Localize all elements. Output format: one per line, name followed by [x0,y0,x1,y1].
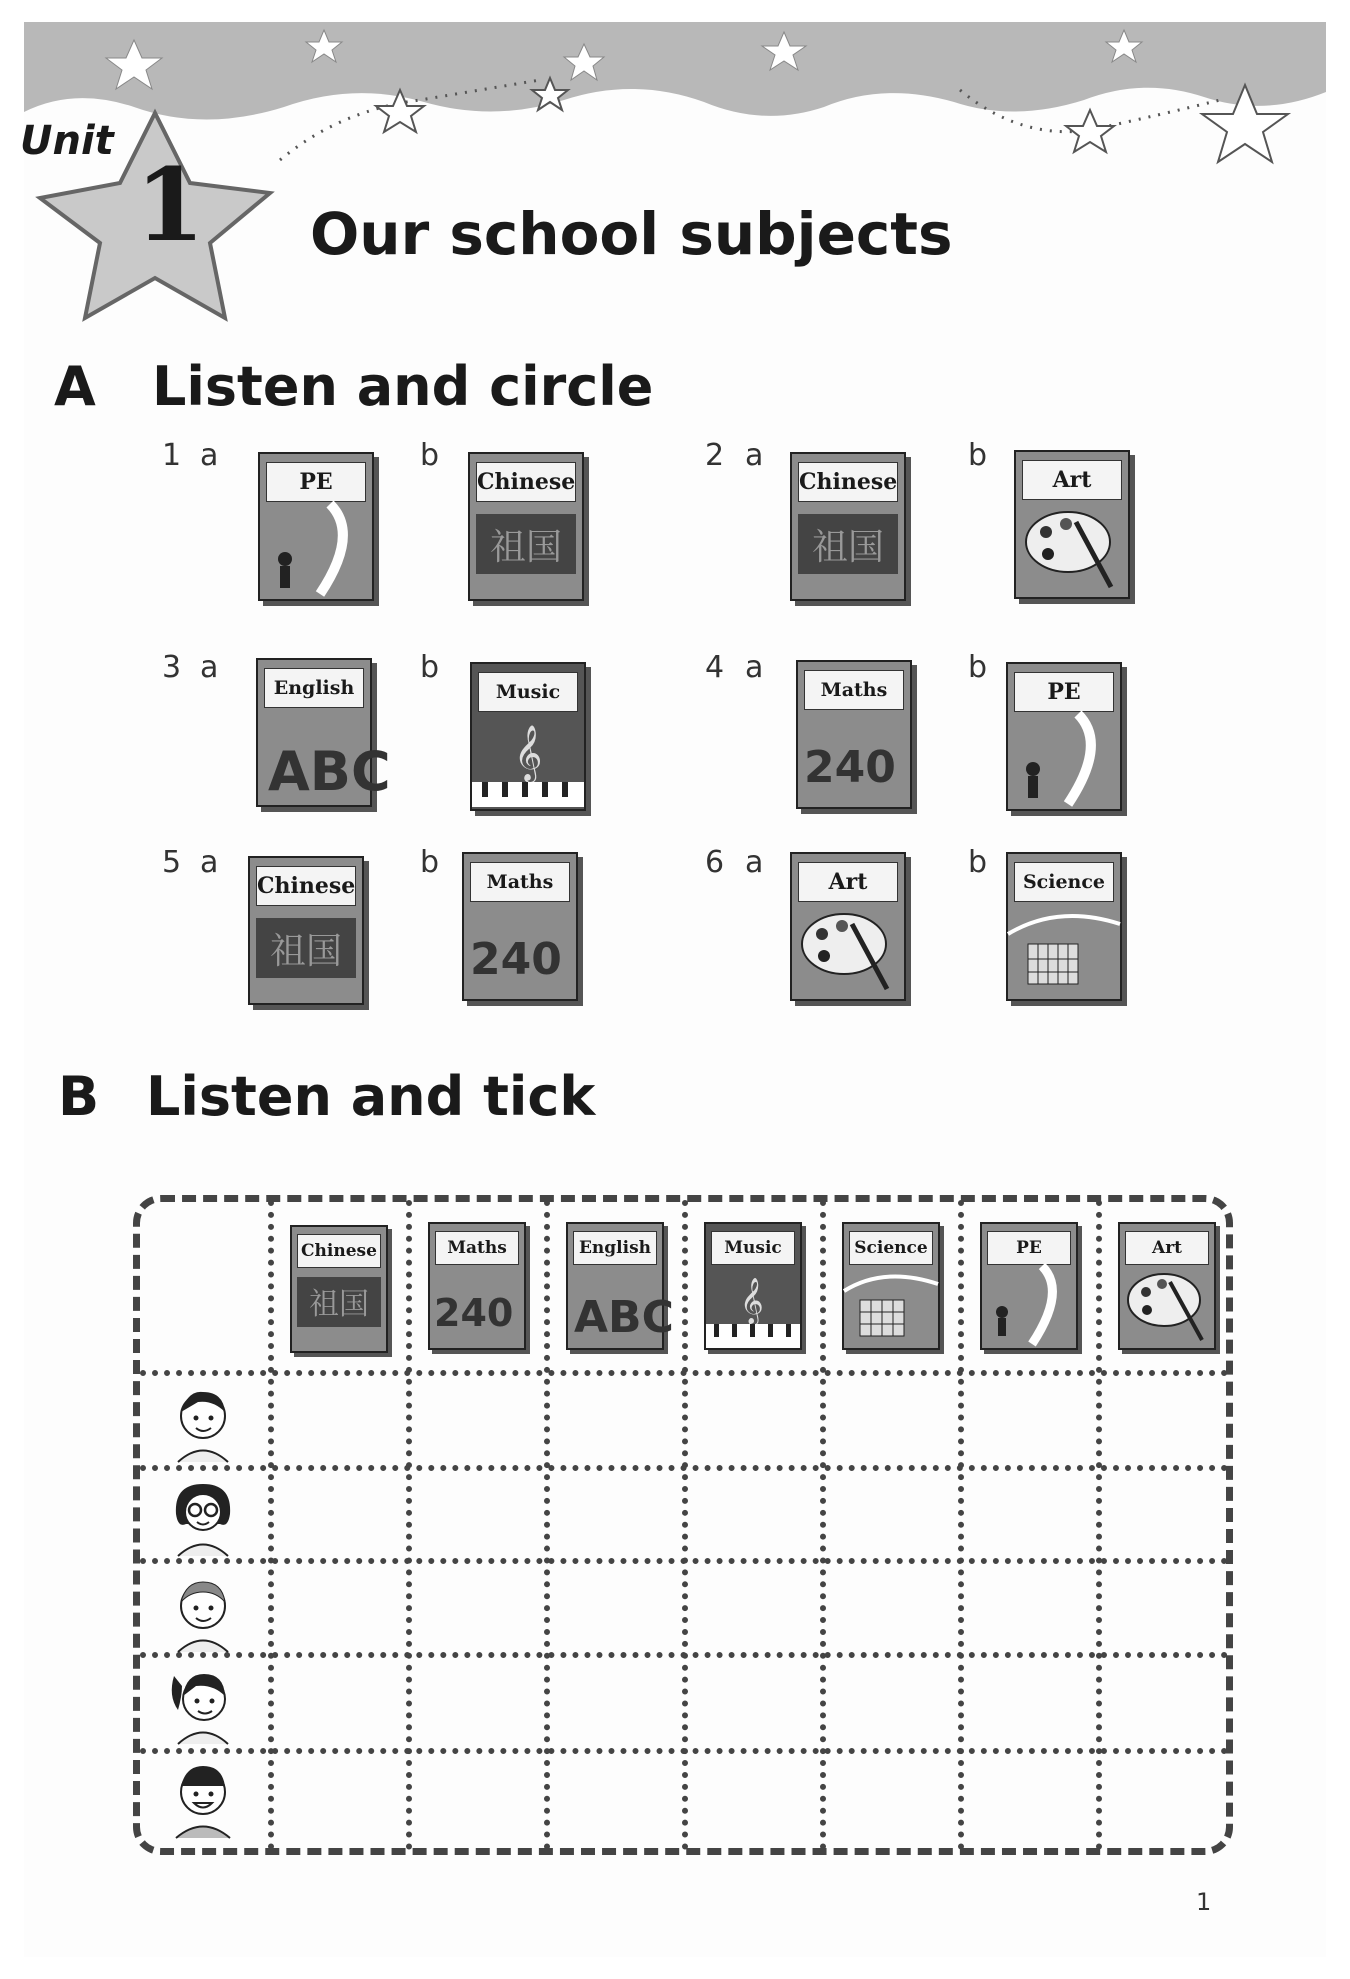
col-maths [428,1222,526,1350]
book-5a-chinese[interactable] [248,856,364,1005]
book-label: Chinese [798,462,898,502]
col-art [1118,1222,1216,1350]
col-pe [980,1222,1078,1350]
book-label: Music [711,1231,795,1265]
book-label: Maths [470,862,570,902]
page-number: 1 [1196,1888,1212,1916]
question-number-5: 5 [162,845,182,880]
unit-label: Unit [20,118,114,164]
girl-glasses-face-icon [168,1478,238,1556]
book-1a-pe[interactable] [258,452,374,601]
book-label: Maths [435,1231,519,1265]
chinese-icon [250,908,362,1003]
option-6b-letter: b [968,845,988,880]
option-2a-letter: a [745,438,764,473]
palette-icon [1120,1266,1214,1348]
book-4a-maths[interactable] [796,660,912,809]
svg-text:240: 240 [434,1291,514,1335]
numbers-icon [798,712,910,807]
book-label: English [264,668,364,708]
pe-icon [982,1266,1076,1348]
svg-text:𝄞: 𝄞 [514,725,543,781]
chinese-icon [470,504,582,599]
chinese-icon [792,504,904,599]
palette-icon [1016,502,1128,597]
boy-face-icon [168,1384,238,1462]
grid-line [140,1652,1228,1658]
col-music [704,1222,802,1350]
pe-icon [1008,714,1120,809]
numbers-icon [430,1266,524,1348]
option-5a-letter: a [200,845,219,880]
grid-line [140,1370,1228,1376]
book-label: English [573,1231,657,1265]
svg-text:240: 240 [470,934,562,985]
chinese-characters: 祖国 [811,527,885,568]
music-note-icon [706,1266,800,1348]
option-2b-letter: b [968,438,988,473]
decorative-stars [260,70,1320,200]
abc-icon [258,710,391,805]
question-number-1: 1 [162,438,182,473]
question-number-3: 3 [162,650,182,685]
book-label: Art [1022,460,1122,500]
option-6a-letter: a [745,845,764,880]
book-label: Art [1125,1231,1209,1265]
section-b-title: Listen and tick [146,1065,596,1128]
book-label: Chinese [256,866,356,906]
chinese-characters: 祖国 [269,931,343,972]
section-a-title: Listen and circle [152,355,654,418]
section-a-letter: A [54,355,96,418]
palette-icon [792,904,904,999]
question-number-6: 6 [705,845,725,880]
book-5b-maths[interactable] [462,852,578,1001]
svg-text:ABC: ABC [268,740,391,803]
option-4b-letter: b [968,650,988,685]
book-label: PE [266,462,366,502]
grid-line [140,1748,1228,1754]
page-title: Our school subjects [310,200,953,268]
book-label: PE [1014,672,1114,712]
question-number-2: 2 [705,438,725,473]
music-note-icon [472,714,584,809]
book-label: Maths [804,670,904,710]
book-3b-music[interactable] [470,662,586,811]
svg-text:240: 240 [804,742,896,793]
book-2a-chinese[interactable] [790,452,906,601]
book-label: Science [1014,862,1114,902]
boy-face-icon [168,1574,238,1652]
book-label: Chinese [476,462,576,502]
option-1a-letter: a [200,438,219,473]
option-3b-letter: b [420,650,440,685]
option-1b-letter: b [420,438,440,473]
girl-ponytail-face-icon [168,1666,238,1744]
svg-text:𝄞: 𝄞 [740,1278,764,1324]
book-4b-pe[interactable] [1006,662,1122,811]
book-1b-chinese[interactable] [468,452,584,601]
col-chinese [290,1225,388,1353]
grid-line [140,1558,1228,1564]
book-3a-english[interactable] [256,658,391,807]
option-4a-letter: a [745,650,764,685]
book-label: Science [849,1231,933,1265]
col-science [842,1222,940,1350]
science-icon [1008,904,1120,999]
book-2b-art[interactable] [1014,450,1130,599]
chinese-characters: 祖国 [309,1287,369,1322]
book-6a-art[interactable] [790,852,906,1001]
option-5b-letter: b [420,845,440,880]
boy-face-icon [168,1760,238,1838]
section-b-letter: B [58,1065,100,1128]
book-label: Art [798,862,898,902]
question-number-4: 4 [705,650,725,685]
grid-line [140,1465,1228,1471]
science-icon [844,1266,938,1348]
svg-text:ABC: ABC [574,1292,674,1343]
chinese-icon [292,1269,386,1351]
col-english [566,1222,674,1350]
chinese-characters: 祖国 [489,527,563,568]
numbers-icon [464,904,576,999]
abc-icon [568,1266,674,1348]
book-label: Chinese [297,1234,381,1268]
book-6b-science[interactable] [1006,852,1122,1001]
unit-number: 1 [135,146,205,264]
book-label: Music [478,672,578,712]
option-3a-letter: a [200,650,219,685]
pe-icon [260,504,372,599]
book-label: PE [987,1231,1071,1265]
